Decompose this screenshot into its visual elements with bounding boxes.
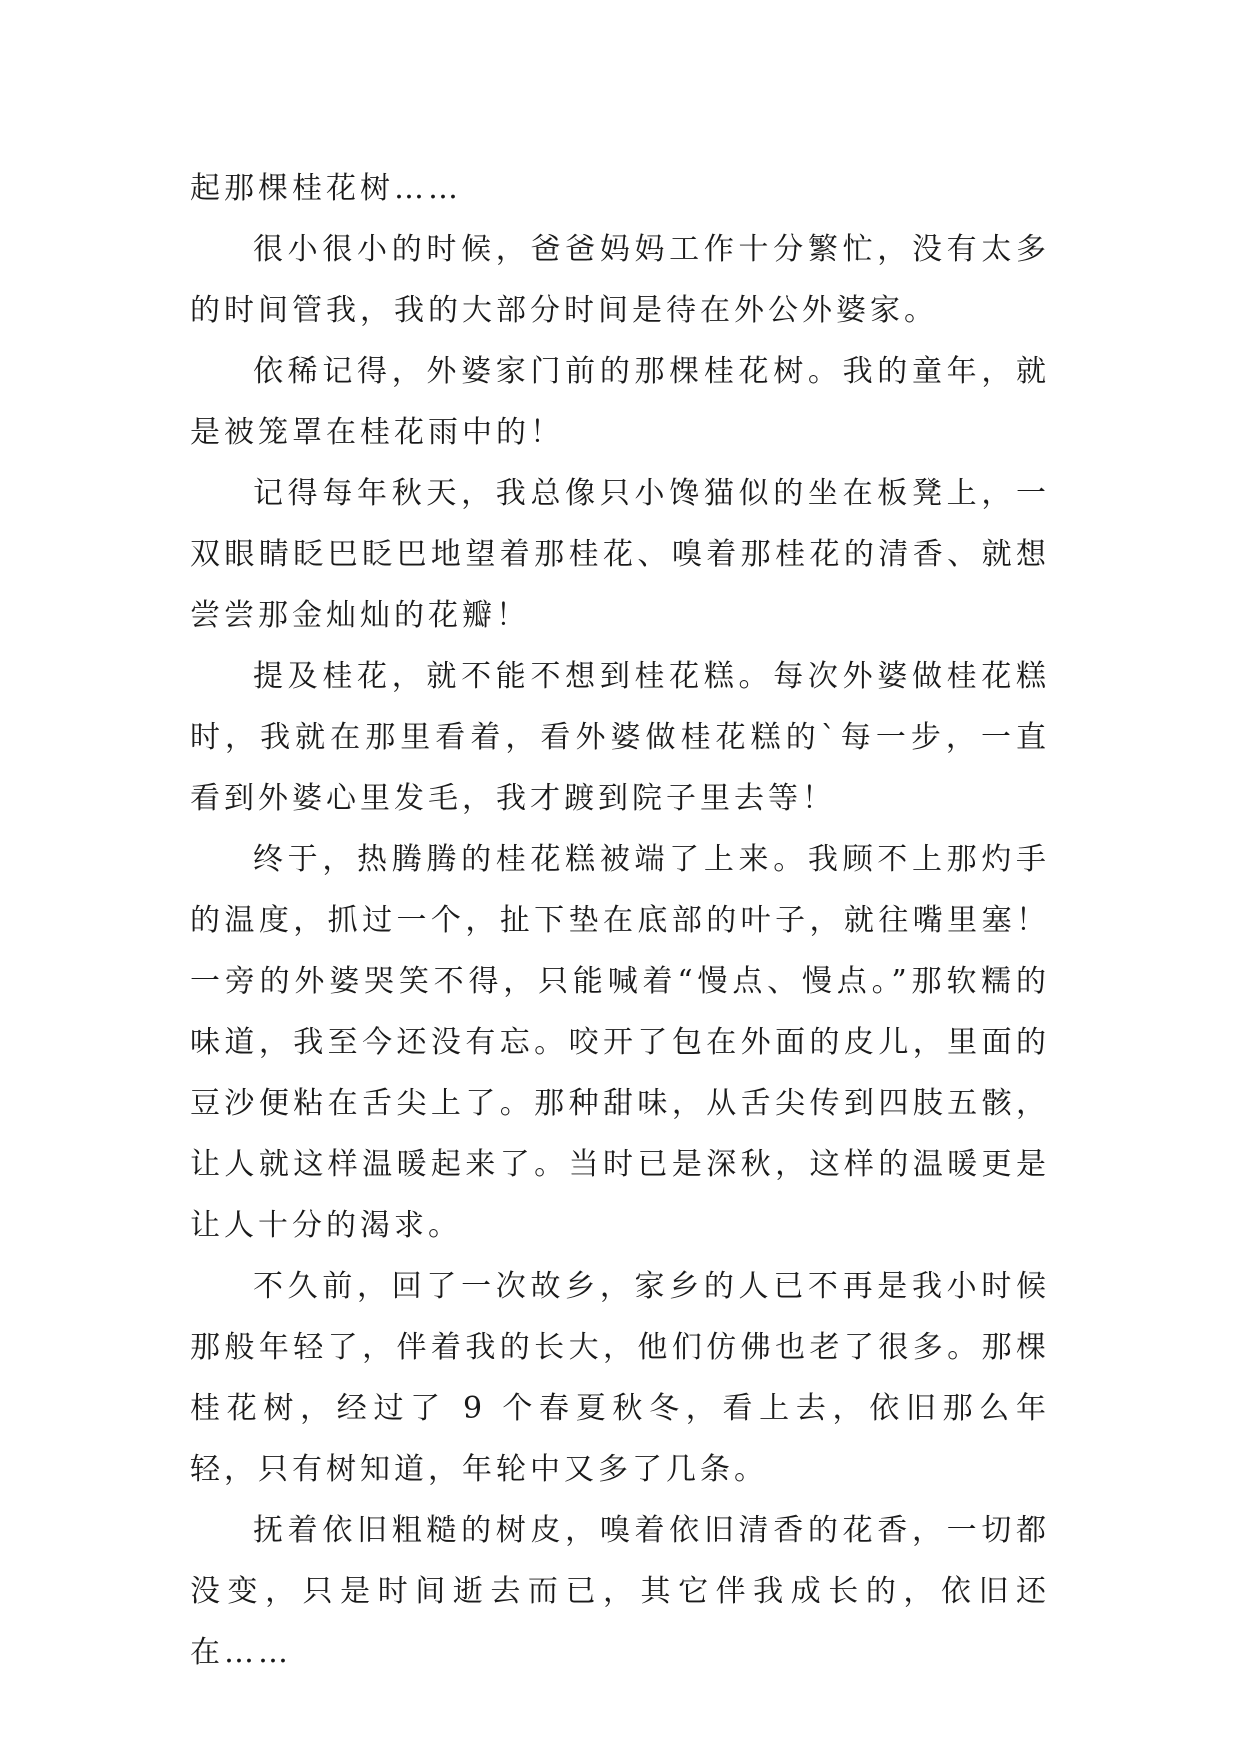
essay-body <box>190 158 1050 1683</box>
paragraph-2: 很小很小的时候，爸爸妈妈工作十分繁忙，没有太多的时间管我，我的大部分时间是待在外公外婆家。 <box>190 232 1050 328</box>
paragraph-5: 提及桂花，就不能不想到桂花糕。每次外婆做桂花糕时，我就在那里看着，看外婆做桂花糕的`每一步，一直看到外婆心里发毛，我才踱到院子里去等！ <box>190 659 1050 816</box>
paragraph-1: 起那棵桂花树…… <box>190 171 462 206</box>
paragraph-8: 抚着依旧粗糙的树皮，嗅着依旧清香的花香，一切都没变，只是时间逝去而已，其它伴我成长的，依旧还在…… <box>190 1513 1050 1670</box>
paragraph-7: 不久前，回了一次故乡，家乡的人已不再是我小时候那般年轻了，伴着我的长大，他们仿佛也老了很多。那棵桂花树，经过了 9 个春夏秋冬，看上去，依旧那么年轻，只有树知道，年轮中又多了几条。 <box>190 1269 1050 1487</box>
paragraph-4: 记得每年秋天，我总像只小馋猫似的坐在板凳上，一双眼睛眨巴眨巴地望着那桂花、嗅着那桂花的清香、就想尝尝那金灿灿的花瓣！ <box>190 476 1050 633</box>
paragraph-3: 依稀记得，外婆家门前的那棵桂花树。我的童年，就是被笼罩在桂花雨中的！ <box>190 354 1050 450</box>
paragraph-6: 终于，热腾腾的桂花糕被端了上来。我顾不上那灼手的温度，抓过一个，扯下垫在底部的叶子，就往嘴里塞！一旁的外婆哭笑不得，只能喊着“慢点、慢点。”那软糯的味道，我至今还没有忘。咬开了包在外面的皮儿，里面的豆沙便粘在舌尖上了。那种甜味，从舌尖传到四肢五骸，让人就这样温暖起来了。当时已是深秋，这样的温暖更是让人十分的渴求。 <box>190 842 1050 1243</box>
